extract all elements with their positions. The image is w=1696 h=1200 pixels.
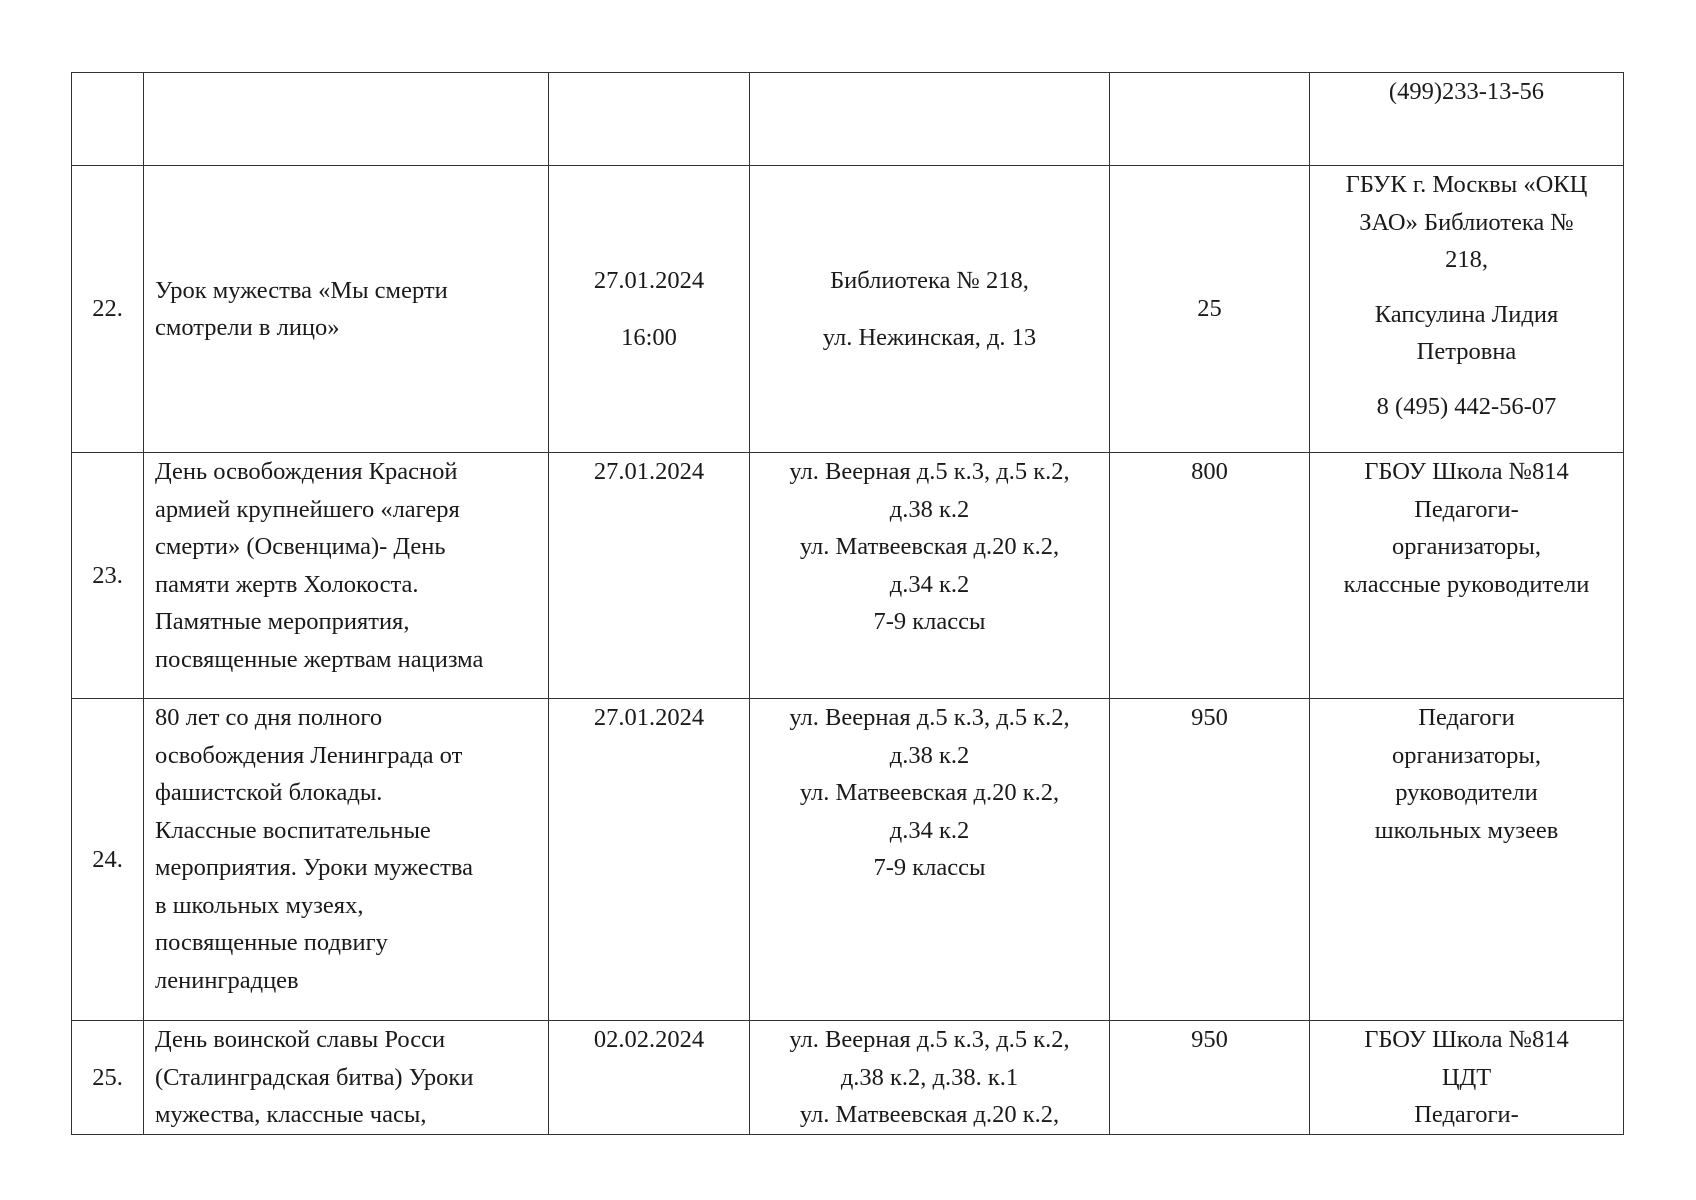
event-place-cell bbox=[750, 166, 1110, 453]
responsible-cell bbox=[1310, 453, 1624, 699]
event-place-line: д.38 к.2 bbox=[889, 495, 970, 523]
row-number bbox=[72, 73, 144, 166]
event-date-cell bbox=[549, 1021, 750, 1135]
row-number: 23. bbox=[72, 453, 144, 699]
event-date-cell bbox=[549, 73, 750, 166]
table-row bbox=[72, 453, 1624, 699]
event-place-line: ул. Веерная д.5 к.3, д.5 к.2, bbox=[789, 458, 1070, 485]
event-place-line: ул. Матвеевская д.20 к.2, bbox=[799, 1101, 1060, 1128]
event-place-line: ул. Веерная д.5 к.3, д.5 к.2, bbox=[789, 1026, 1070, 1053]
event-place-line: 7-9 классы bbox=[873, 854, 986, 881]
event-place-line: д.34 к.2 bbox=[889, 570, 970, 598]
responsible-cell bbox=[1310, 73, 1624, 166]
event-name-line: 80 лет со дня полного bbox=[155, 704, 383, 731]
event-name-line: День воинской славы Росси bbox=[155, 1026, 446, 1053]
responsible-line: руководители bbox=[1395, 779, 1538, 806]
responsible-line: ГБОУ Школа №814 bbox=[1364, 1026, 1569, 1053]
event-place-line: ул. Веерная д.5 к.3, д.5 к.2, bbox=[789, 704, 1070, 731]
event-name-line: памяти жертв Холокоста. bbox=[155, 570, 419, 598]
event-place-line: д.34 к.2 bbox=[889, 816, 970, 844]
event-name-line: ленинградцев bbox=[155, 966, 299, 994]
row-number: 25. bbox=[72, 1021, 144, 1135]
event-name-line: День освобождения Красной bbox=[155, 458, 458, 485]
event-name-line: армией крупнейшего «лагеря bbox=[155, 495, 460, 523]
responsible-line: ГБОУ Школа №814 bbox=[1364, 458, 1569, 485]
responsible-person-line: Капсулина Лидия bbox=[1374, 300, 1559, 328]
event-place-line: ул. Нежинская, д. 13 bbox=[822, 324, 1037, 351]
event-place-line: ул. Матвеевская д.20 к.2, bbox=[799, 779, 1060, 806]
event-name-line: смерти» (Освенцима)- День bbox=[155, 533, 446, 560]
event-place-cell bbox=[750, 1021, 1110, 1135]
responsible-line: Педагоги- bbox=[1414, 1101, 1519, 1128]
event-name-cell bbox=[144, 73, 549, 166]
event-date: 27.01.2024 bbox=[593, 458, 705, 485]
event-place-cell bbox=[750, 699, 1110, 1021]
table-row bbox=[72, 699, 1624, 1021]
event-name-line: мероприятия. Уроки мужества bbox=[155, 854, 474, 881]
event-name-line: Памятные мероприятия, bbox=[155, 608, 410, 635]
event-name-line: посвященные жертвам нацизма bbox=[155, 645, 484, 673]
event-date-cell bbox=[549, 699, 750, 1021]
responsible-phone: 8 (495) 442-56-07 bbox=[1376, 392, 1557, 420]
event-name-cell bbox=[144, 453, 549, 699]
table-row bbox=[72, 73, 1624, 166]
event-place-line: ул. Матвеевская д.20 к.2, bbox=[799, 533, 1060, 560]
event-date-cell bbox=[549, 453, 750, 699]
event-name-cell bbox=[144, 699, 549, 1021]
row-number: 22. bbox=[72, 166, 144, 453]
responsible-line: классные руководители bbox=[1343, 570, 1590, 598]
event-name-line: в школьных музеях, bbox=[155, 891, 364, 919]
event-date: 27.01.2024 bbox=[593, 266, 705, 294]
event-name-line: освобождения Ленинграда от bbox=[155, 741, 463, 769]
event-name-line: посвященные подвигу bbox=[155, 929, 388, 956]
responsible-line: Педагоги- bbox=[1414, 495, 1519, 523]
responsible-person-line: Петровна bbox=[1416, 338, 1517, 365]
responsible-line: организаторы, bbox=[1391, 741, 1542, 769]
event-place-line: 7-9 классы bbox=[873, 608, 986, 635]
table-row bbox=[72, 166, 1624, 453]
event-place-line: Библиотека № 218, bbox=[830, 266, 1029, 294]
row-number: 24. bbox=[72, 699, 144, 1021]
event-name-line: фашистской блокады. bbox=[155, 779, 383, 806]
responsible-line: школьных музеев bbox=[1374, 816, 1559, 844]
responsible-org-line: ГБУК г. Москвы «ОКЦ bbox=[1345, 171, 1588, 198]
participants-count: 800 bbox=[1110, 453, 1310, 699]
event-place-line: д.38 к.2, д.38. к.1 bbox=[840, 1063, 1019, 1091]
responsible-organization bbox=[1316, 166, 1617, 279]
event-date: 27.01.2024 bbox=[593, 704, 705, 731]
responsible-person bbox=[1316, 296, 1617, 371]
event-name-line: (Сталинградская битва) Уроки bbox=[155, 1063, 474, 1091]
participants-count: 950 bbox=[1110, 699, 1310, 1021]
event-name-line: смотрели в лицо» bbox=[155, 314, 340, 341]
event-name-line: Урок мужества «Мы смерти bbox=[155, 276, 448, 304]
events-table bbox=[71, 72, 1624, 1135]
responsible-org-line: ЗАО» Библиотека № bbox=[1359, 208, 1574, 236]
event-time: 16:00 bbox=[621, 324, 677, 351]
responsible-cell bbox=[1310, 166, 1624, 453]
participants-count bbox=[1110, 73, 1310, 166]
event-date-cell bbox=[549, 166, 750, 453]
event-place-cell bbox=[750, 453, 1110, 699]
responsible-cell bbox=[1310, 699, 1624, 1021]
event-name-line: Классные воспитательные bbox=[155, 816, 431, 844]
responsible-org-line: 218, bbox=[1445, 246, 1488, 273]
event-name-line: мужества, классные часы, bbox=[155, 1101, 427, 1128]
responsible-line: ЦДТ bbox=[1441, 1063, 1492, 1091]
event-place-cell bbox=[750, 73, 1110, 166]
responsible-cell bbox=[1310, 1021, 1624, 1135]
responsible-phone: (499)233-13-56 bbox=[1388, 78, 1545, 105]
event-name-cell bbox=[144, 1021, 549, 1135]
participants-count: 950 bbox=[1110, 1021, 1310, 1135]
event-place-line: д.38 к.2 bbox=[889, 741, 970, 769]
event-date: 02.02.2024 bbox=[593, 1026, 705, 1053]
responsible-line: Педагоги bbox=[1418, 704, 1515, 731]
responsible-line: организаторы, bbox=[1391, 533, 1542, 560]
event-name-cell bbox=[144, 166, 549, 453]
table-row bbox=[72, 1021, 1624, 1135]
participants-count: 25 bbox=[1110, 166, 1310, 453]
